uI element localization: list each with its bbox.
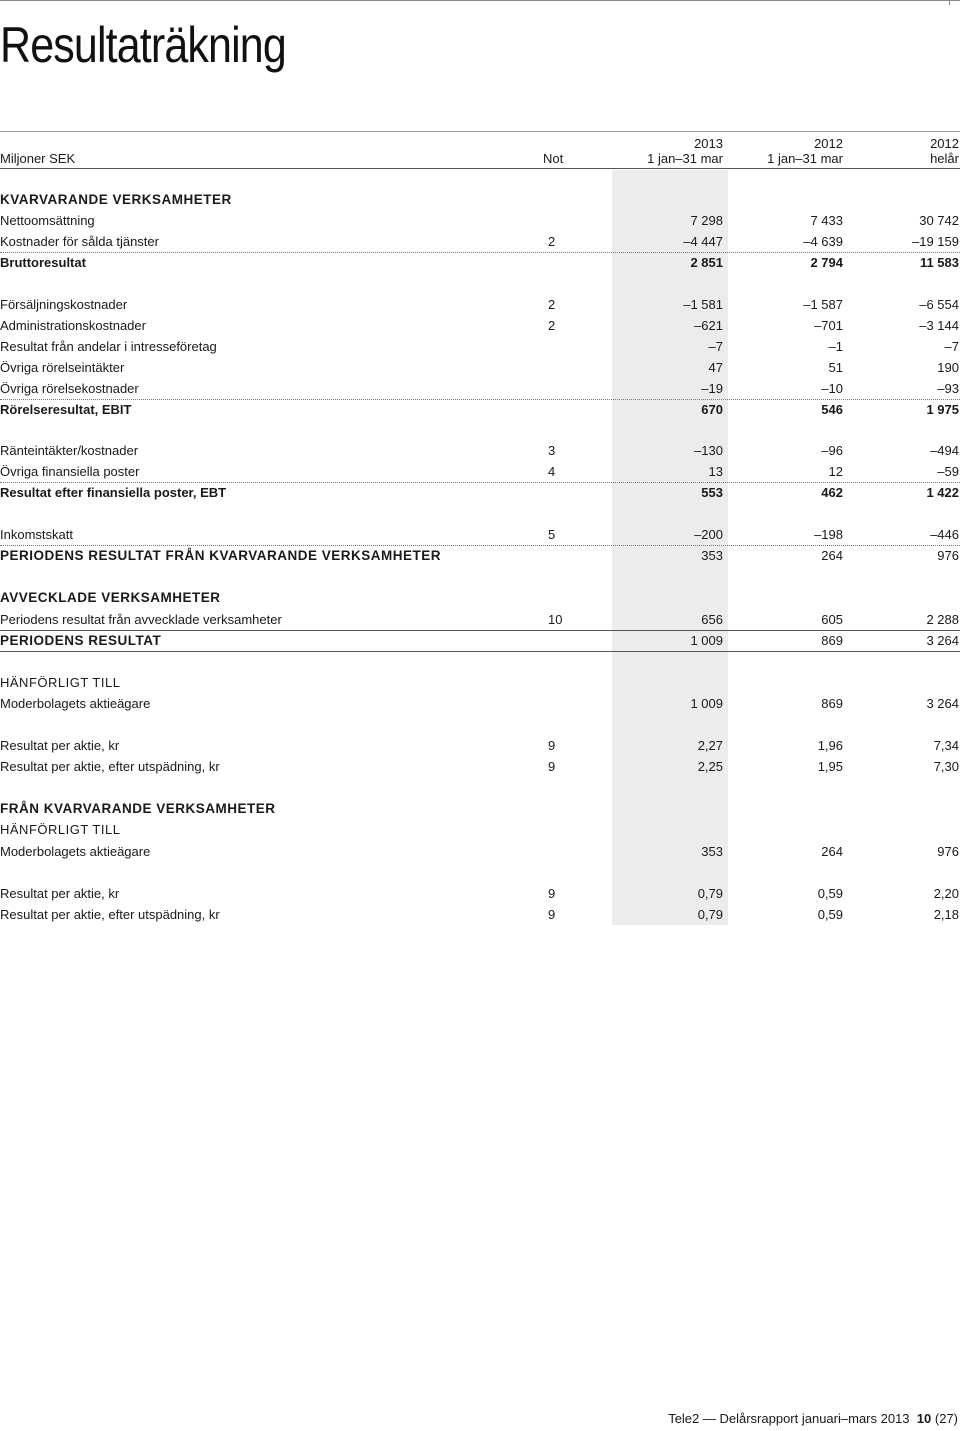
table-row — [0, 841, 960, 862]
table-row — [0, 461, 960, 483]
row-note: 2 — [548, 297, 556, 312]
table-row — [0, 294, 960, 315]
table-row — [0, 819, 960, 840]
table-row — [0, 378, 960, 400]
value-2013-q1: –130 — [694, 443, 723, 458]
header-col2 — [723, 136, 843, 166]
value-2012-q1: –1 587 — [803, 297, 843, 312]
row-label: Resultat från andelar i intresseföretag — [0, 339, 217, 354]
footer-report-name: Tele2 — Delårsrapport januari–mars 2013 — [668, 1411, 910, 1426]
row-label: Periodens resultat från avvecklade verksamheter — [0, 612, 282, 627]
value-2012-q1: 462 — [821, 485, 843, 500]
row-label: PERIODENS RESULTAT — [0, 633, 162, 648]
header-col1-year: 2013 — [694, 136, 723, 151]
value-2012-q1: 869 — [821, 633, 843, 648]
row-note: 2 — [548, 318, 556, 333]
value-2012-full-year: 190 — [937, 360, 959, 375]
row-label: Resultat per aktie, efter utspädning, kr — [0, 759, 220, 774]
value-2012-q1: 264 — [821, 548, 843, 563]
table-row — [0, 524, 960, 546]
row-note: 9 — [548, 907, 556, 922]
table-row — [0, 231, 960, 253]
table-row — [0, 545, 960, 566]
row-label: KVARVARANDE VERKSAMHETER — [0, 192, 232, 207]
value-2013-q1: 670 — [701, 402, 723, 417]
value-2012-q1: –10 — [821, 381, 843, 396]
value-2012-q1: –1 — [828, 339, 843, 354]
value-2012-q1: 0,59 — [817, 886, 843, 901]
table-row — [0, 357, 960, 378]
row-note: 4 — [548, 464, 556, 479]
table-row — [0, 904, 960, 925]
table-row — [0, 798, 960, 819]
value-2012-full-year: 1 975 — [926, 402, 959, 417]
value-2012-full-year: –494 — [930, 443, 959, 458]
value-2013-q1: –7 — [708, 339, 723, 354]
table-row — [0, 630, 960, 652]
value-2013-q1: 2 851 — [690, 255, 723, 270]
value-2013-q1: –200 — [694, 527, 723, 542]
value-2012-full-year: –19 159 — [912, 234, 959, 249]
value-2013-q1: –621 — [694, 318, 723, 333]
top-rule — [0, 0, 960, 1]
row-label: Övriga rörelseintäkter — [0, 360, 125, 375]
header-col2-period: 1 jan–31 mar — [767, 151, 843, 166]
value-2012-full-year: –6 554 — [919, 297, 959, 312]
table-row — [0, 440, 960, 461]
page-footer — [668, 1411, 958, 1426]
table-row — [0, 189, 960, 210]
table-row — [0, 336, 960, 357]
value-2012-full-year: 30 742 — [919, 213, 959, 228]
table-row — [0, 883, 960, 904]
table-row — [0, 399, 960, 420]
row-note: 2 — [548, 234, 556, 249]
value-2012-full-year: –446 — [930, 527, 959, 542]
row-label: Inkomstskatt — [0, 527, 73, 542]
row-note: 10 — [548, 612, 563, 627]
header-not-label: Not — [543, 151, 564, 166]
header-unit-label: Miljoner SEK — [0, 151, 76, 166]
footer-page-number: 10 — [916, 1411, 932, 1426]
value-2013-q1: 47 — [708, 360, 723, 375]
row-label: Bruttoresultat — [0, 255, 86, 270]
value-2013-q1: 353 — [701, 844, 723, 859]
value-2013-q1: 353 — [701, 548, 723, 563]
value-2012-q1: 2 794 — [810, 255, 843, 270]
value-2013-q1: –4 447 — [683, 234, 723, 249]
row-label: Försäljningskostnader — [0, 297, 128, 312]
value-2013-q1: 1 009 — [690, 696, 723, 711]
value-2012-q1: 12 — [828, 464, 843, 479]
row-note: 9 — [548, 886, 556, 901]
table-row — [0, 756, 960, 777]
row-label: Resultat efter finansiella poster, EBT — [0, 485, 227, 500]
value-2013-q1: 2,27 — [697, 738, 723, 753]
value-2012-full-year: 976 — [937, 844, 959, 859]
value-2012-q1: –4 639 — [803, 234, 843, 249]
table-row — [0, 587, 960, 608]
row-label: Rörelseresultat, EBIT — [0, 402, 132, 417]
row-label: FRÅN KVARVARANDE VERKSAMHETER — [0, 801, 276, 816]
row-label: Övriga rörelsekostnader — [0, 381, 139, 396]
value-2013-q1: 656 — [701, 612, 723, 627]
row-label: Moderbolagets aktieägare — [0, 844, 151, 859]
row-note: 3 — [548, 443, 556, 458]
value-2012-q1: 51 — [828, 360, 843, 375]
header-col1 — [603, 136, 723, 166]
row-label: Kostnader för sålda tjänster — [0, 234, 159, 249]
footer-page-total: (27) — [934, 1411, 958, 1426]
value-2012-q1: 1,95 — [817, 759, 843, 774]
row-label: Resultat per aktie, efter utspädning, kr — [0, 907, 220, 922]
value-2012-full-year: 1 422 — [926, 485, 959, 500]
header-col3-period: helår — [930, 151, 959, 166]
value-2013-q1: 1 009 — [690, 633, 723, 648]
value-2012-full-year: –93 — [937, 381, 959, 396]
page-title: Resultaträkning — [0, 17, 286, 73]
value-2012-q1: –96 — [821, 443, 843, 458]
value-2012-q1: 546 — [821, 402, 843, 417]
value-2012-full-year: –59 — [937, 464, 959, 479]
value-2012-full-year: 976 — [937, 548, 959, 563]
table-row — [0, 609, 960, 631]
table-row — [0, 210, 960, 231]
value-2013-q1: 0,79 — [697, 886, 723, 901]
value-2013-q1: –19 — [701, 381, 723, 396]
row-label: PERIODENS RESULTAT FRÅN KVARVARANDE VERKSAMHETER — [0, 548, 442, 563]
value-2012-q1: –198 — [814, 527, 843, 542]
header-col3 — [849, 136, 959, 166]
table-row — [0, 252, 960, 273]
row-label: HÄNFÖRLIGT TILL — [0, 675, 121, 690]
row-label: Resultat per aktie, kr — [0, 738, 120, 753]
table-row — [0, 672, 960, 693]
value-2012-full-year: 2,18 — [933, 907, 959, 922]
row-label: AVVECKLADE VERKSAMHETER — [0, 590, 221, 605]
row-label: Resultat per aktie, kr — [0, 886, 120, 901]
row-label: Övriga finansiella poster — [0, 464, 140, 479]
table-row — [0, 735, 960, 756]
value-2012-full-year: 7,30 — [933, 759, 959, 774]
value-2012-full-year: –7 — [944, 339, 959, 354]
value-2013-q1: 553 — [701, 485, 723, 500]
value-2012-full-year: 2 288 — [926, 612, 959, 627]
value-2012-full-year: 2,20 — [933, 886, 959, 901]
row-note: 9 — [548, 738, 556, 753]
table-row — [0, 693, 960, 714]
header-col2-year: 2012 — [814, 136, 843, 151]
value-2012-q1: –701 — [814, 318, 843, 333]
value-2012-full-year: –3 144 — [919, 318, 959, 333]
row-label: Ränteintäkter/kostnader — [0, 443, 139, 458]
row-label: Nettoomsättning — [0, 213, 95, 228]
row-label: Administrationskostnader — [0, 318, 146, 333]
table-row — [0, 482, 960, 503]
row-label: Moderbolagets aktieägare — [0, 696, 151, 711]
row-note: 9 — [548, 759, 556, 774]
value-2013-q1: 7 298 — [690, 213, 723, 228]
header-col1-period: 1 jan–31 mar — [647, 151, 723, 166]
header-col3-year: 2012 — [930, 136, 959, 151]
value-2012-q1: 1,96 — [817, 738, 843, 753]
value-2012-q1: 869 — [821, 696, 843, 711]
value-2013-q1: 2,25 — [697, 759, 723, 774]
table-row — [0, 315, 960, 336]
value-2012-q1: 264 — [821, 844, 843, 859]
value-2012-q1: 0,59 — [817, 907, 843, 922]
value-2013-q1: –1 581 — [683, 297, 723, 312]
row-note: 5 — [548, 527, 556, 542]
value-2012-full-year: 11 583 — [919, 255, 959, 270]
value-2012-q1: 7 433 — [810, 213, 843, 228]
row-label: HÄNFÖRLIGT TILL — [0, 822, 121, 837]
value-2012-full-year: 7,34 — [933, 738, 959, 753]
top-rule-tick — [949, 0, 950, 5]
value-2012-q1: 605 — [821, 612, 843, 627]
value-2012-full-year: 3 264 — [926, 633, 959, 648]
value-2013-q1: 13 — [708, 464, 723, 479]
value-2012-full-year: 3 264 — [926, 696, 959, 711]
value-2013-q1: 0,79 — [697, 907, 723, 922]
table-header — [0, 131, 960, 169]
